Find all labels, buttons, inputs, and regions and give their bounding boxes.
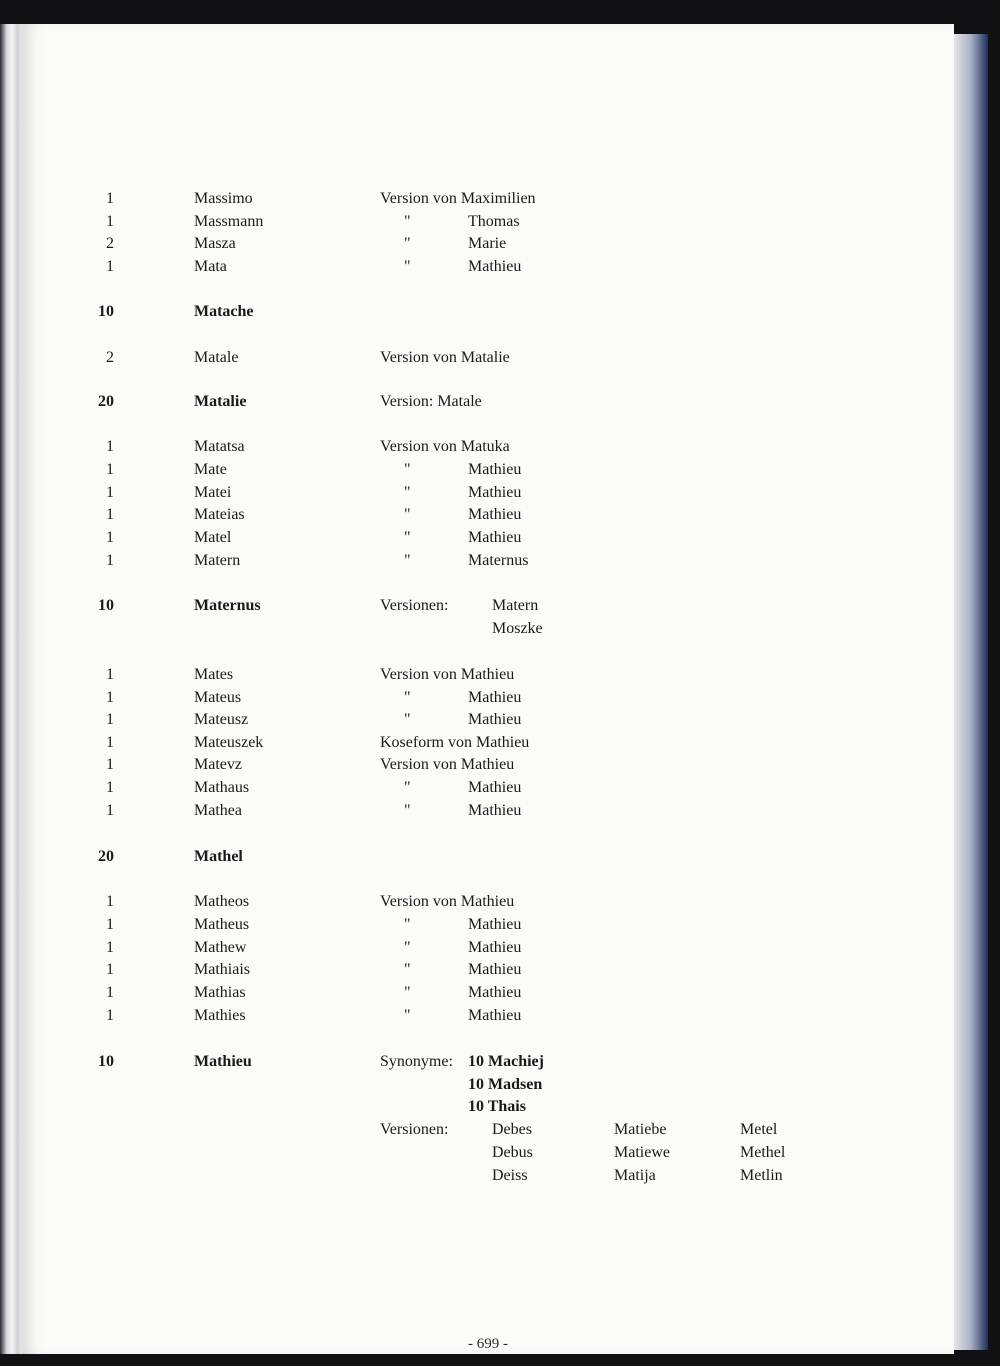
entry-count: 1 <box>106 961 114 978</box>
entry-note: " <box>404 779 411 796</box>
list-item <box>22 458 954 481</box>
list-item <box>22 255 954 278</box>
entry-note: " <box>404 213 411 230</box>
entry-reference: Thomas <box>468 213 520 230</box>
variant-name: Metlin <box>740 1167 783 1184</box>
list-item <box>22 210 954 233</box>
entry-note: " <box>404 235 411 252</box>
entry-name: Matache <box>194 303 254 320</box>
list-item <box>22 390 954 413</box>
entry-name: Mathel <box>194 848 243 865</box>
entry-name: Matatsa <box>194 438 245 455</box>
entry-reference: 10 Machiej <box>468 1053 544 1070</box>
entry-note: " <box>404 711 411 728</box>
entry-note: " <box>404 961 411 978</box>
entry-count: 2 <box>106 235 114 252</box>
entry-count: 1 <box>106 756 114 773</box>
entry-name: Mathieu <box>194 1053 252 1070</box>
list-item <box>22 481 954 504</box>
entry-reference: Mathieu <box>468 258 522 275</box>
entry-note: Version: Matale <box>380 393 482 410</box>
entry-name: Matern <box>194 552 241 569</box>
list-item <box>22 1073 954 1096</box>
entry-name: Mathies <box>194 1007 246 1024</box>
entry-reference: Matern <box>492 597 539 614</box>
entry-note: " <box>404 552 411 569</box>
entry-note: Versionen: <box>380 1121 449 1138</box>
entry-reference: Marie <box>468 235 507 252</box>
list-item <box>22 981 954 1004</box>
entry-name: Mate <box>194 461 227 478</box>
entry-reference: Mathieu <box>468 916 522 933</box>
list-item <box>22 1118 954 1141</box>
entry-name: Massmann <box>194 213 264 230</box>
list-item <box>22 958 954 981</box>
list-item <box>22 663 954 686</box>
entry-name: Matale <box>194 349 239 366</box>
entry-count: 1 <box>106 916 114 933</box>
entry-note: " <box>404 484 411 501</box>
entry-reference: Mathieu <box>468 961 522 978</box>
entry-count: 1 <box>106 484 114 501</box>
entry-count: 1 <box>106 529 114 546</box>
entry-name: Mateias <box>194 506 245 523</box>
entry-count: 1 <box>106 213 114 230</box>
entry-note: " <box>404 939 411 956</box>
book-page <box>22 24 954 1354</box>
list-item <box>22 936 954 959</box>
entry-name: Matalie <box>194 393 247 410</box>
entry-note: Versionen: <box>380 597 449 614</box>
entry-name: Maternus <box>194 597 261 614</box>
entry-note: Synonyme: <box>380 1053 453 1070</box>
entry-reference: Mathieu <box>468 1007 522 1024</box>
page-number: - 699 - <box>468 1336 508 1352</box>
entry-note: " <box>404 689 411 706</box>
entry-reference: Deiss <box>492 1167 528 1184</box>
entry-note: Version von Matuka <box>380 438 510 455</box>
entry-count: 1 <box>106 984 114 1001</box>
entry-count: 1 <box>106 779 114 796</box>
list-item <box>22 890 954 913</box>
entry-name: Matel <box>194 529 232 546</box>
list-item <box>22 1164 954 1187</box>
entry-name: Matevz <box>194 756 242 773</box>
list-item <box>22 845 954 868</box>
entry-name: Mathaus <box>194 779 250 796</box>
entry-count: 2 <box>106 349 114 366</box>
list-item <box>22 503 954 526</box>
list-item <box>22 526 954 549</box>
entry-reference: 10 Madsen <box>468 1076 543 1093</box>
list-item <box>22 776 954 799</box>
list-item <box>22 753 954 776</box>
list-item <box>22 1050 954 1073</box>
entry-name: Mata <box>194 258 227 275</box>
entry-count: 1 <box>106 552 114 569</box>
entry-reference: Mathieu <box>468 484 522 501</box>
entry-note: " <box>404 916 411 933</box>
entry-reference: Mathieu <box>468 939 522 956</box>
entry-note: " <box>404 258 411 275</box>
list-item <box>22 708 954 731</box>
entry-note: " <box>404 529 411 546</box>
entry-name: Masza <box>194 235 236 252</box>
variant-name: Matija <box>614 1167 656 1184</box>
entry-count: 1 <box>106 1007 114 1024</box>
list-item <box>22 1004 954 1027</box>
variant-name: Metel <box>740 1121 778 1138</box>
list-item <box>22 346 954 369</box>
entry-name: Mateuszek <box>194 734 264 751</box>
entry-count: 1 <box>106 939 114 956</box>
entry-count: 10 <box>98 1053 114 1070</box>
entry-name: Mathiais <box>194 961 250 978</box>
list-item <box>22 686 954 709</box>
entry-reference: Maternus <box>468 552 529 569</box>
entry-name: Mathea <box>194 802 242 819</box>
list-item <box>22 435 954 458</box>
list-item <box>22 549 954 572</box>
entry-count: 20 <box>98 848 114 865</box>
entry-reference: Moszke <box>492 620 543 637</box>
entry-note: Koseform von Mathieu <box>380 734 530 751</box>
entry-name: Mathias <box>194 984 246 1001</box>
entry-reference: Mathieu <box>468 802 522 819</box>
entry-reference: Mathieu <box>468 984 522 1001</box>
entry-reference: Mathieu <box>468 711 522 728</box>
entry-note: " <box>404 506 411 523</box>
list-item <box>22 731 954 754</box>
entry-name: Matheus <box>194 916 250 933</box>
entry-reference: Mathieu <box>468 506 522 523</box>
entry-name: Mateusz <box>194 711 249 728</box>
entry-note: " <box>404 461 411 478</box>
entry-count: 1 <box>106 802 114 819</box>
entry-count: 10 <box>98 597 114 614</box>
entry-name: Mates <box>194 666 234 683</box>
entry-note: Version von Mathieu <box>380 756 515 773</box>
entry-note: " <box>404 802 411 819</box>
entry-note: " <box>404 984 411 1001</box>
entry-count: 10 <box>98 303 114 320</box>
variant-name: Matiebe <box>614 1121 667 1138</box>
book-spine-edge <box>0 24 22 1354</box>
entry-reference: Debes <box>492 1121 532 1138</box>
entry-count: 1 <box>106 190 114 207</box>
entry-count: 1 <box>106 666 114 683</box>
entry-count: 1 <box>106 689 114 706</box>
variant-name: Matiewe <box>614 1144 670 1161</box>
entry-reference: Mathieu <box>468 779 522 796</box>
variant-name: Methel <box>740 1144 786 1161</box>
entry-count: 20 <box>98 393 114 410</box>
entry-name: Matheos <box>194 893 250 910</box>
entry-reference: Mathieu <box>468 529 522 546</box>
entry-note: Version von Matalie <box>380 349 510 366</box>
entry-name: Mathew <box>194 939 247 956</box>
entry-name: Mateus <box>194 689 242 706</box>
entry-reference: 10 Thais <box>468 1098 526 1115</box>
list-item <box>22 232 954 255</box>
entry-name: Massimo <box>194 190 253 207</box>
list-item <box>22 1095 954 1118</box>
entry-count: 1 <box>106 438 114 455</box>
entry-note: Version von Mathieu <box>380 666 515 683</box>
list-item <box>22 617 954 640</box>
entry-count: 1 <box>106 506 114 523</box>
entry-count: 1 <box>106 893 114 910</box>
list-item <box>22 913 954 936</box>
entry-note: " <box>404 1007 411 1024</box>
entry-count: 1 <box>106 711 114 728</box>
entry-count: 1 <box>106 734 114 751</box>
entry-name: Matei <box>194 484 232 501</box>
list-item <box>22 300 954 323</box>
list-item <box>22 799 954 822</box>
list-item <box>22 594 954 617</box>
entry-count: 1 <box>106 461 114 478</box>
list-item <box>22 1141 954 1164</box>
entry-reference: Mathieu <box>468 461 522 478</box>
entry-note: Version von Maximilien <box>380 190 536 207</box>
entry-reference: Debus <box>492 1144 533 1161</box>
entry-count: 1 <box>106 258 114 275</box>
list-item <box>22 187 954 210</box>
entry-note: Version von Mathieu <box>380 893 515 910</box>
entry-reference: Mathieu <box>468 689 522 706</box>
